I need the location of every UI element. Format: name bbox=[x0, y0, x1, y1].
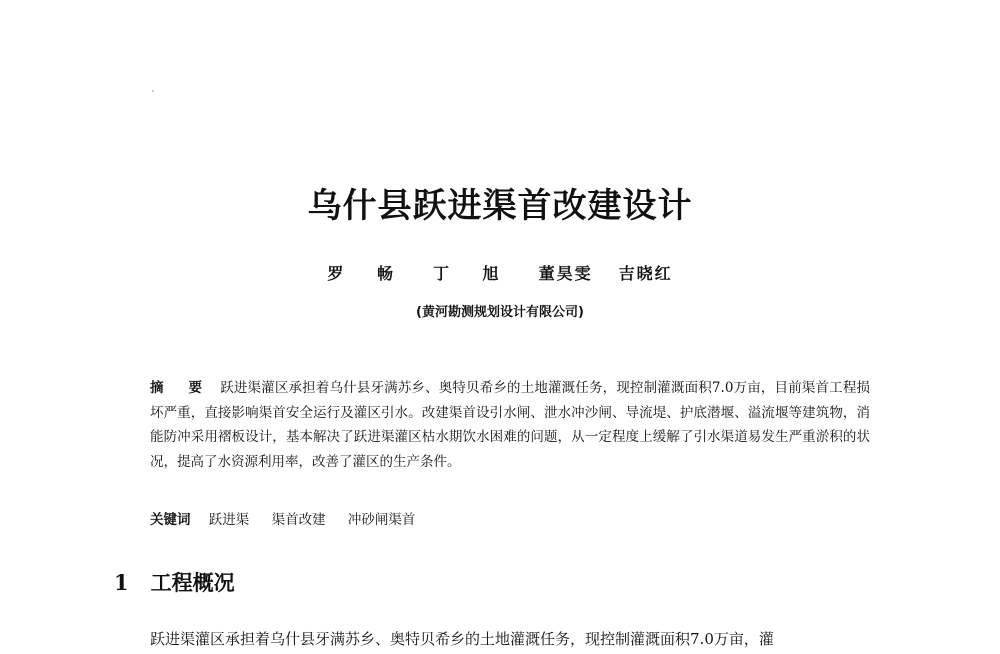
abstract-text: 跃进渠灌区承担着乌什县牙满苏乡、奥特贝希乡的土地灌溉任务，现控制灌溉面积7.0万亩，目前渠首工程损坏严重，直接影响渠首安全运行及灌区引水。改建渠首设引水闸、泄水冲沙闸、导流堤、护底潜堰、溢流堰等建筑物，消能防冲采用褶板设计，基本解决了跃进渠灌区枯水期饮水困难的问题，从一定程度上缓解了引水渠道易发生严重淤积的状况，提高了水资源利用率，改善了灌区的生产条件。 bbox=[150, 380, 871, 470]
author-name: 丁 旭 bbox=[432, 264, 513, 283]
author-name: 罗 畅 bbox=[327, 264, 407, 283]
author-name: 董昊雯 bbox=[538, 264, 593, 283]
keywords bbox=[150, 508, 870, 528]
body-paragraph: 跃进渠灌区承担着乌什县牙满苏乡、奥特贝希乡的土地灌溉任务，现控制灌溉面积7.0万亩，灌 bbox=[150, 630, 774, 648]
abstract-label: 摘 要 bbox=[150, 380, 213, 396]
affiliation: (黄河勘测规划设计有限公司) bbox=[416, 305, 584, 320]
section-title: 工程概况 bbox=[150, 570, 235, 595]
section-number: 1 bbox=[114, 570, 129, 595]
author-name: 吉晓红 bbox=[618, 264, 673, 283]
paper-title: 乌什县跃进渠首改建设计 bbox=[307, 186, 693, 226]
keywords-label: 关键词 bbox=[150, 512, 191, 528]
section-heading bbox=[114, 567, 235, 597]
abstract bbox=[150, 376, 870, 474]
author-list bbox=[0, 261, 1000, 284]
keyword: 跃进渠 bbox=[208, 512, 250, 528]
keyword: 冲砂闸渠首 bbox=[347, 512, 416, 528]
keyword: 渠首改建 bbox=[271, 512, 326, 528]
scan-artifact bbox=[152, 90, 154, 92]
